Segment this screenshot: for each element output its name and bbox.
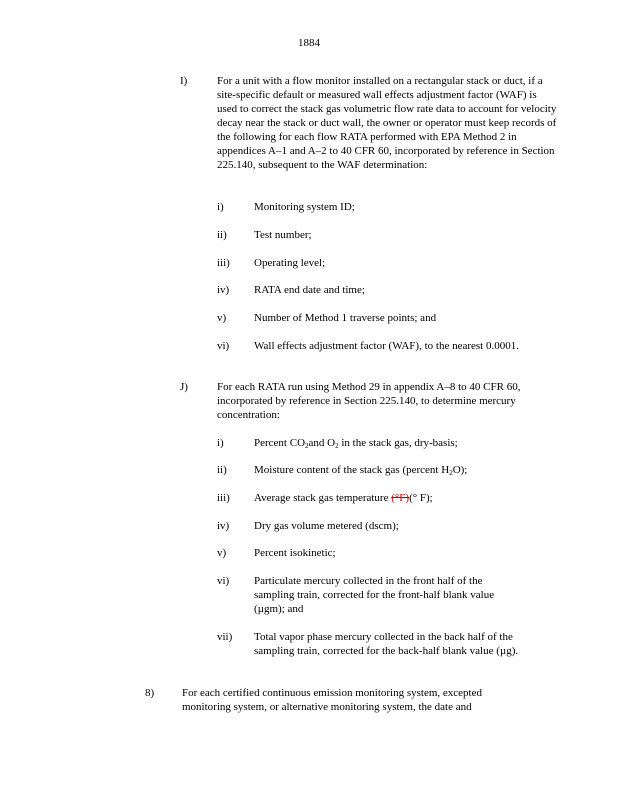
para-l-item-text: Monitoring system ID; xyxy=(254,201,355,213)
para-l-item-label: vi) xyxy=(217,340,230,352)
para-8-label: 8) xyxy=(145,687,155,699)
para-l-item-text: RATA end date and time; xyxy=(254,284,365,296)
inserted-text: (° F); xyxy=(409,492,433,504)
para-j-item-label: i) xyxy=(217,437,224,449)
para-j-item-label: iv) xyxy=(217,520,230,532)
para-j-item-label: ii) xyxy=(217,464,227,476)
para-l-item-text: Number of Method 1 traverse points; and xyxy=(254,312,437,324)
para-l-item-text: Wall effects adjustment factor (WAF), to the nearest 0.0001. xyxy=(254,340,519,352)
para-l-item-label: iii) xyxy=(217,257,230,269)
para-j-item-text: Moisture content of the stack gas (percent $H_2O$); xyxy=(254,464,468,477)
para-8-text: For each certified continuous emission monitoring system, excepted monitoring system, or alternative monitoring system, the date and xyxy=(182,687,482,713)
para-l-label: I) xyxy=(180,75,188,87)
para-j-item-text: Dry gas volume metered (dscm); xyxy=(254,520,399,532)
para-j-item-text: Percent isokinetic; xyxy=(254,547,336,559)
para-l-item-label: i) xyxy=(217,201,224,213)
para-l-text: For a unit with a flow monitor installed on a rectangular stack or duct, if a site-specific default or measured wall effects adjustment factor (WAF) is used to correct the stack gas volumetric flow rate data to account for velocity decay near the stack or duct wall, the owner or operator must keep records of the following for each flow RATA performed with EPA Method 2 in appendices A–1 and A–2 to 40 CFR 60, incorporated by reference in Section 225.140, subsequent to the WAF determination: xyxy=(217,75,557,171)
para-j-item-label: v) xyxy=(217,547,227,559)
para-j-item-text: Percent $CO_2and$ $O_2$ in the stack gas, dry-basis; xyxy=(254,437,458,450)
para-j-item-label: vii) xyxy=(217,631,233,643)
para-j-label: J) xyxy=(180,381,188,393)
para-l-item-text: Operating level; xyxy=(254,257,326,269)
page-number: 1884 xyxy=(298,37,320,49)
para-l-item-label: ii) xyxy=(217,229,227,241)
para-j-text: For each RATA run using Method 29 in appendix A–8 to 40 CFR 60, incorporated by reference in Section 225.140, to determine mercury concentration: xyxy=(217,381,521,421)
para-j-item-label: vi) xyxy=(217,575,230,587)
para-j-item-text: Total vapor phase mercury collected in the back half of the sampling train, corrected for the back-half blank value (µg). xyxy=(254,631,519,657)
para-l-item-label: v) xyxy=(217,312,227,324)
para-j-item-text: Particulate mercury collected in the front half of the sampling train, corrected for the front-half blank value (µgm); and xyxy=(254,575,495,615)
para-l-item-label: iv) xyxy=(217,284,230,296)
struck-text: (°F) xyxy=(391,492,410,504)
para-l-item-text: Test number; xyxy=(254,229,312,241)
para-j-item-text: Average stack gas temperature (°F)(° F); xyxy=(254,492,433,504)
para-j-item-label: iii) xyxy=(217,492,230,504)
